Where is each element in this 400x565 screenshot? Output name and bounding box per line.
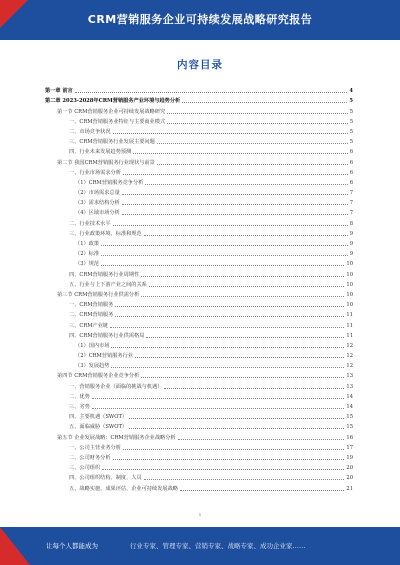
toc-entry-page: 13 xyxy=(346,373,353,380)
toc-leader-dots xyxy=(146,337,344,338)
toc-entry[interactable] xyxy=(45,290,353,300)
toc-entry-page: 14 xyxy=(346,393,353,400)
toc-entry[interactable] xyxy=(45,453,353,463)
toc-entry-page: 15 xyxy=(346,424,353,431)
toc-entry-label: 三、行业政策环境、标准和规范 xyxy=(69,230,142,237)
toc-entry-label: 第二节 我国CRM营销服务行业现状与前景 xyxy=(57,159,155,166)
toc-entry[interactable] xyxy=(45,96,353,106)
toc-entry[interactable] xyxy=(45,320,353,330)
toc-entry-label: 三、劣势 xyxy=(69,404,90,410)
toc-entry-page: 20 xyxy=(346,465,353,472)
toc-entry-label: （1）国内市场 xyxy=(75,342,110,349)
toc-entry-label: 二、CRM营销服务 xyxy=(69,312,114,319)
toc-leader-dots xyxy=(135,357,344,358)
toc-leader-dots xyxy=(141,276,344,277)
toc-entry-page: 7 xyxy=(349,190,353,197)
toc-entry-label: 四、主要机遇（SWOT） xyxy=(69,414,128,421)
toc-entry[interactable] xyxy=(45,239,353,249)
toc-entry-label: （3）发展趋势 xyxy=(75,363,110,370)
toc-entry[interactable] xyxy=(45,106,353,116)
toc-entry-label: （4）区域市场分析 xyxy=(75,210,120,217)
toc-entry[interactable] xyxy=(45,422,353,432)
toc-leader-dots xyxy=(111,347,344,348)
toc-leader-dots xyxy=(110,327,344,328)
toc-entry[interactable] xyxy=(45,463,353,473)
toc-entry-label: 第一章 前言 xyxy=(45,88,73,95)
toc-entry[interactable] xyxy=(45,402,353,412)
toc-entry-label: 三、CRM产业链 xyxy=(69,322,109,329)
toc-entry-page: 15 xyxy=(346,414,353,421)
toc-entry-page: 11 xyxy=(346,312,353,319)
toc-entry[interactable] xyxy=(45,147,353,157)
toc-entry-label: 五、战略实施、成果评估、企业可持续发展战略 xyxy=(69,485,178,492)
toc-leader-dots xyxy=(111,367,344,368)
toc-entry-label: 五、面临威胁（SWOT） xyxy=(69,424,128,431)
toc-entry-label: 四、CRM营销服务行业供需格局 xyxy=(69,332,145,339)
toc-entry-label: 第四节 CRM营销服务企业竞争分析 xyxy=(57,373,140,380)
toc-entry[interactable] xyxy=(45,361,353,371)
toc-entry-page: 6 xyxy=(349,169,353,176)
toc-entry-label: 第五节 企业发展战略：CRM营销服务企业战略分析 xyxy=(57,434,176,441)
toc-entry[interactable] xyxy=(45,341,353,351)
toc-leader-dots xyxy=(101,265,344,266)
toc-entry-page: 5 xyxy=(349,139,353,146)
toc-entry[interactable] xyxy=(45,310,353,320)
toc-entry-page: 9 xyxy=(349,241,353,247)
toc-leader-dots xyxy=(113,225,348,226)
toc-entry[interactable] xyxy=(45,269,353,279)
toc-entry-page: 17 xyxy=(346,444,353,451)
toc-entry-page: 5 xyxy=(349,128,353,135)
toc-entry-label: 四、行业未来发展趋势预测 xyxy=(69,149,132,156)
footer-slogan-right: 行业专家、管理专家、营销专家、战略专家、成功企业家…… xyxy=(130,542,306,550)
toc-leader-dots xyxy=(133,153,347,154)
toc-leader-dots xyxy=(182,102,347,103)
toc-entry-page: 14 xyxy=(346,404,353,410)
toc-entry-page: 13 xyxy=(346,383,353,390)
toc-entry-label: 二、市场竞争状况 xyxy=(69,128,111,135)
toc-entry[interactable] xyxy=(45,157,353,167)
toc-leader-dots xyxy=(122,204,348,205)
toc-entry-label: 四、公司组织结构、制度、人员 xyxy=(69,475,142,482)
toc-entry-page: 20 xyxy=(346,475,353,482)
toc-entry-page: 10 xyxy=(346,291,353,298)
toc-entry[interactable] xyxy=(45,198,353,208)
toc-heading: 内容目录 xyxy=(177,59,223,71)
toc-entry[interactable] xyxy=(45,259,353,269)
toc-entry-label: （1）政策 xyxy=(75,241,100,247)
toc-entry-page: 21 xyxy=(346,485,353,492)
page-header xyxy=(0,0,400,40)
toc-entry-label: 二、公司财务分析 xyxy=(69,454,111,461)
toc-entry-label: 一、营销服务企业（面临的挑战与机遇） xyxy=(69,383,163,390)
toc-entry[interactable] xyxy=(45,412,353,422)
toc-leader-dots xyxy=(144,235,348,236)
toc-entry[interactable] xyxy=(45,218,353,228)
toc-entry-page: 9 xyxy=(349,251,353,258)
toc-entry-page: 10 xyxy=(346,281,353,288)
toc-entry-label: 三、公司组织 xyxy=(69,465,101,472)
toc-entry[interactable] xyxy=(45,443,353,453)
toc-entry[interactable] xyxy=(45,371,353,381)
toc-leader-dots xyxy=(145,184,347,185)
toc-entry-page: 11 xyxy=(346,332,353,339)
toc-leader-dots xyxy=(102,469,344,470)
toc-entry-page: 6 xyxy=(349,159,353,166)
toc-entry-page: 6 xyxy=(349,149,353,156)
toc-leader-dots xyxy=(167,113,347,114)
toc-leader-dots xyxy=(129,418,344,419)
toc-entry-label: 二、行业技术水平 xyxy=(69,220,111,227)
toc-entry-label: 一、CRM营销服务 xyxy=(69,302,114,309)
toc-entry-label: 第三节 CRM营销服务行业供需分析 xyxy=(57,291,140,298)
toc-leader-dots xyxy=(157,164,348,165)
toc-entry[interactable] xyxy=(45,483,353,493)
page-footer xyxy=(0,527,400,565)
toc-entry-label: 三、CRM营销服务行业发展主要问题 xyxy=(69,139,155,146)
toc-entry-page: 12 xyxy=(346,363,353,370)
header-red-corner xyxy=(0,0,28,28)
toc-entry-page: 10 xyxy=(346,271,353,278)
toc-entry[interactable] xyxy=(45,178,353,188)
page-number: 1 xyxy=(198,512,202,517)
toc-entry-label: （2）市场需求总量 xyxy=(75,190,120,197)
toc-leader-dots xyxy=(122,214,348,215)
toc-entry-label: （3）需求结构分析 xyxy=(75,200,120,207)
toc-entry-page: 8 xyxy=(349,220,353,227)
toc-leader-dots xyxy=(101,245,348,246)
toc-entry-page: 7 xyxy=(349,200,353,207)
toc-entry[interactable] xyxy=(45,117,353,127)
toc-entry-page: 19 xyxy=(346,454,353,461)
toc-entry-page: 12 xyxy=(346,353,353,360)
toc-entry[interactable] xyxy=(45,331,353,341)
toc-entry-label: 二、优势 xyxy=(69,393,90,400)
toc-leader-dots xyxy=(180,490,344,491)
toc-entry-page: 7 xyxy=(349,210,353,217)
toc-entry[interactable] xyxy=(45,473,353,483)
toc-entry-page: 4 xyxy=(349,88,353,95)
toc-entry-page: 6 xyxy=(349,179,353,186)
toc-entry-page: 5 xyxy=(349,108,353,115)
toc-entry-label: 五、行业与上下游产业之间的关系 xyxy=(69,281,147,288)
toc-entry-label: （2）标准 xyxy=(75,251,100,258)
toc-entry-page: 12 xyxy=(346,342,353,349)
toc-entry[interactable] xyxy=(45,137,353,147)
toc-entry-label: 第二章 2023-2028年CRM营销服务产业环境与趋势分析 xyxy=(45,98,181,105)
toc-entry-page: 10 xyxy=(346,261,353,268)
toc-entry[interactable] xyxy=(45,229,353,239)
toc-entry-label: （3）规范 xyxy=(75,261,100,268)
toc-leader-dots xyxy=(113,133,348,134)
toc-leader-dots xyxy=(101,255,348,256)
toc-entry-page: 5 xyxy=(349,118,353,125)
toc-entry[interactable] xyxy=(45,300,353,310)
toc-leader-dots xyxy=(178,439,345,440)
toc-leader-dots xyxy=(149,286,345,287)
toc-entry[interactable] xyxy=(45,392,353,402)
toc-entry[interactable] xyxy=(45,249,353,259)
toc-leader-dots xyxy=(141,296,344,297)
toc-entry[interactable] xyxy=(45,351,353,361)
toc-leader-dots xyxy=(115,316,344,317)
toc-entry-label: （1）CRM营销服务竞争分析 xyxy=(75,179,144,186)
toc-entry[interactable] xyxy=(45,168,353,178)
toc-entry-label: 一、公司主营业务分析 xyxy=(69,444,121,451)
toc-entry[interactable] xyxy=(45,86,353,96)
toc-entry-label: 一、行业市场需求分析 xyxy=(69,169,121,176)
toc-entry-label: （2）CRM营销服务行业 xyxy=(75,353,133,360)
toc-entry-label: 四、CRM营销服务行业周期性 xyxy=(69,271,140,278)
footer-red-corner xyxy=(0,527,30,565)
toc-entry-page: 16 xyxy=(346,434,353,441)
toc-leader-dots xyxy=(75,92,348,93)
toc-entry-page: 9 xyxy=(349,230,353,237)
toc-leader-dots xyxy=(123,449,345,450)
report-title: CRM营销服务企业可持续发展战略研究报告 xyxy=(87,13,313,26)
toc-leader-dots xyxy=(115,306,344,307)
toc-entry-page: 11 xyxy=(346,322,353,329)
toc-leader-dots xyxy=(141,377,344,378)
toc-entry-label: 一、CRM营销服务业特征与主要商业模式 xyxy=(69,118,166,125)
toc-leader-dots xyxy=(167,123,348,124)
table-of-contents xyxy=(45,86,353,494)
toc-leader-dots xyxy=(92,398,345,399)
toc-entry-label: 第一节 CRM营销服务企业可持续发展战略研究 xyxy=(57,108,166,115)
toc-entry[interactable] xyxy=(45,127,353,137)
toc-leader-dots xyxy=(144,479,345,480)
toc-entry-page: 5 xyxy=(349,98,353,105)
toc-entry-page: 10 xyxy=(346,302,353,309)
toc-leader-dots xyxy=(157,143,348,144)
toc-entry[interactable] xyxy=(45,280,353,290)
toc-entry[interactable] xyxy=(45,381,353,391)
toc-entry[interactable] xyxy=(45,432,353,442)
toc-entry[interactable] xyxy=(45,208,353,218)
toc-leader-dots xyxy=(129,428,344,429)
toc-leader-dots xyxy=(122,194,348,195)
toc-leader-dots xyxy=(113,459,345,460)
toc-entry[interactable] xyxy=(45,188,353,198)
footer-slogan-left: 让每个人都能成为 xyxy=(46,542,98,550)
toc-leader-dots xyxy=(123,174,348,175)
toc-leader-dots xyxy=(164,388,344,389)
toc-leader-dots xyxy=(92,408,345,409)
